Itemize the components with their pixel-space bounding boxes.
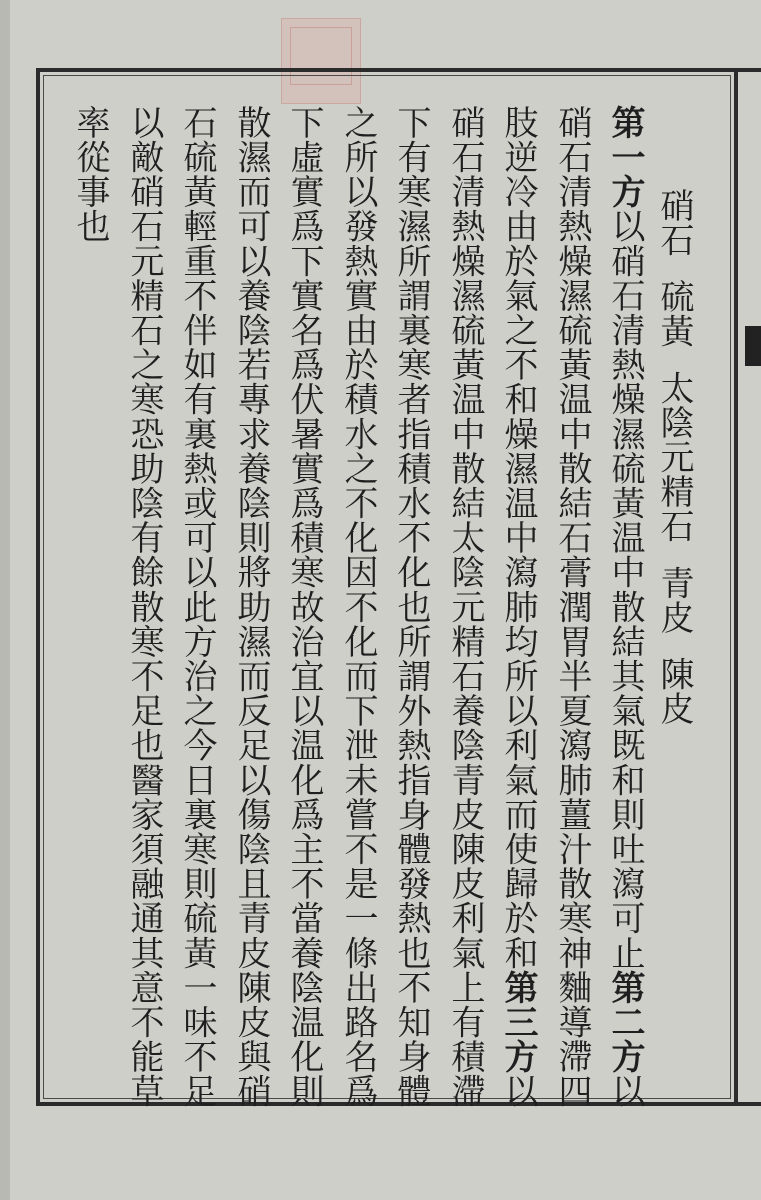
text-segment: 以	[498, 1073, 538, 1109]
center-margin	[738, 68, 761, 1106]
text-segment: 硝石清熱燥濕硫黃温中散結石膏潤胃半夏瀉肺薑汁散寒神麯導滯四	[552, 105, 592, 1109]
heading-item: 硝石	[654, 188, 694, 258]
text-column	[229, 105, 273, 1108]
fish-tail-mark	[745, 326, 761, 366]
text-column	[496, 105, 540, 1108]
text-segment: 下有寒濕所謂裏寒者指積水不化也所謂外熱指身體發熱也不知身體	[391, 105, 431, 1109]
prescription-label: 第三方	[498, 970, 538, 1074]
text-column	[282, 105, 326, 1108]
prescription-heading	[652, 188, 696, 726]
text-segment: 肢逆冷由於氣之不和燥濕温中瀉肺均所以利氣而使歸於和	[498, 105, 538, 970]
text-segment: 之所以發熱實由於積水之不化因不化而下泄未嘗不是一條出路名爲	[338, 105, 378, 1109]
heading-item: 青皮	[654, 565, 694, 635]
text-segment: 下虛實爲下實名爲伏暑實爲積寒故治宜以温化爲主不當養陰温化則	[284, 105, 324, 1109]
text-segment: 以硝石清熱燥濕硫黃温中散結其氣既和則吐瀉可止	[605, 208, 645, 971]
prescription-label: 第二方	[605, 970, 645, 1074]
text-column	[389, 105, 433, 1108]
text-column	[443, 105, 487, 1108]
text-column	[336, 105, 380, 1108]
text-segment: 硝石清熱燥濕硫黃温中散結太陰元精石養陰青皮陳皮利氣上有積滯	[445, 105, 485, 1109]
heading-item: 太陰元精石	[654, 370, 694, 544]
text-segment: 以	[605, 1073, 645, 1109]
text-column	[122, 105, 166, 1108]
text-column	[603, 105, 647, 1108]
text-segment: 散濕而可以養陰若專求養陰則將助濕而反足以傷陰且青皮陳皮與硝	[231, 105, 271, 1109]
page-edge	[0, 0, 10, 1200]
text-column	[175, 105, 219, 1108]
text-segment: 率從事也	[70, 105, 110, 244]
text-column	[68, 105, 112, 243]
heading-item: 硫黃	[654, 279, 694, 349]
prescription-label: 第一方	[605, 105, 645, 209]
text-segment: 石硫黃輕重不伴如有裏熱或可以此方治之今日裏寒則硫黃一味不足	[177, 105, 217, 1109]
text-column	[550, 105, 594, 1108]
text-segment: 以敵硝石元精石之寒恐助陰有餘散寒不足也醫家須融通其意不能草	[124, 105, 164, 1109]
heading-item: 陳皮	[654, 656, 694, 726]
